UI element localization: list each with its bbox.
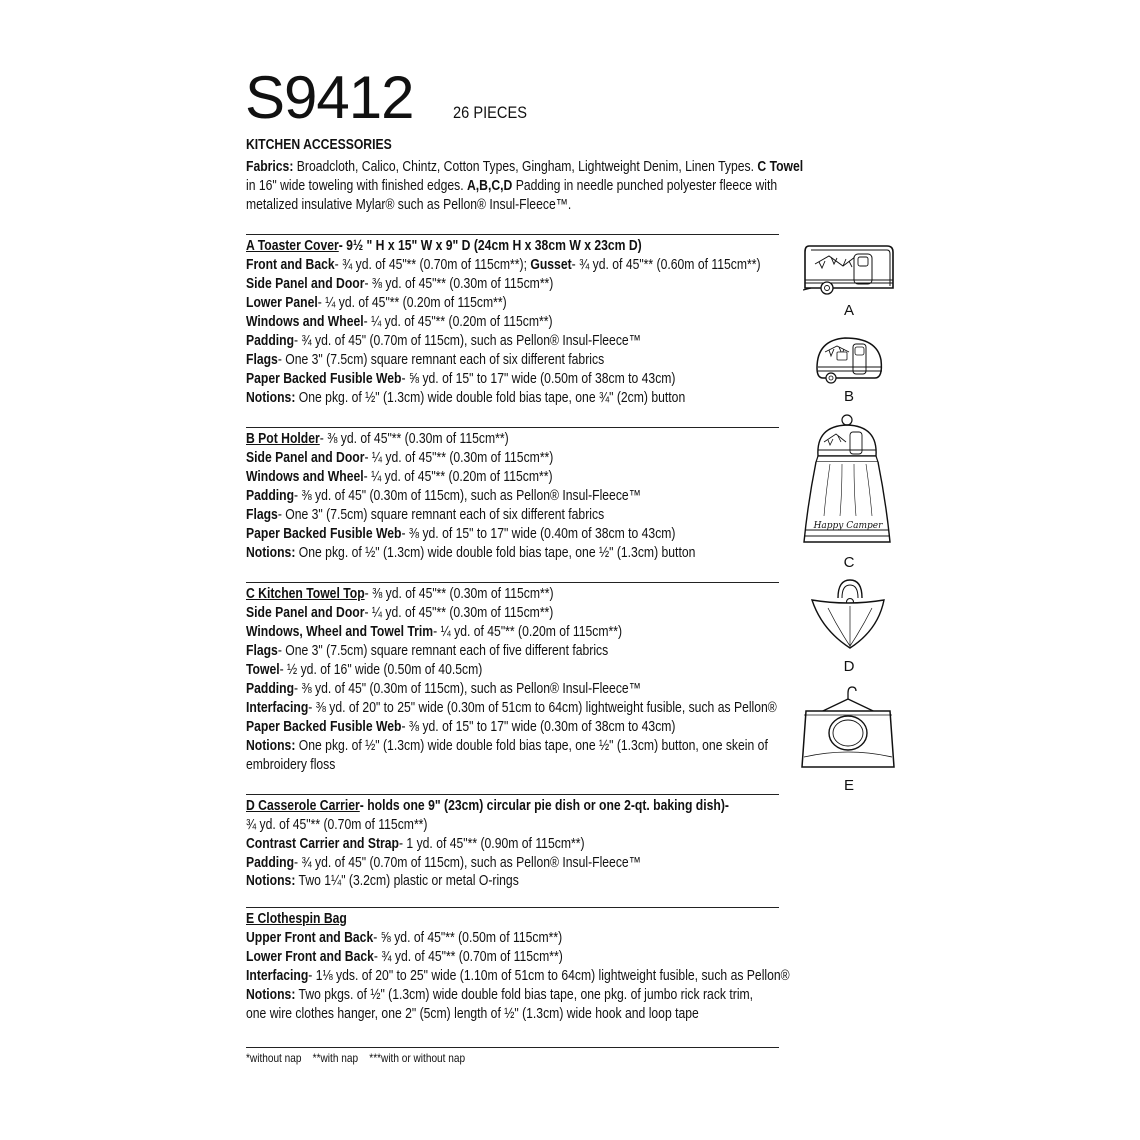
kitchen-towel-illustration	[802, 412, 894, 554]
figure-a-label: A	[843, 302, 854, 319]
row-text: - 1⅛ yds. of 20" to 25" wide (1.10m of 51cm to 64cm) lightweight fusible, such as Pellon®	[308, 968, 790, 984]
footnote-text: *without nap **with nap ***with or without nap	[246, 1051, 466, 1065]
row-text: - ⅜ yd. of 45"** (0.30m of 115cm**)	[319, 431, 509, 447]
divider-footnote	[246, 1047, 779, 1048]
intro-towel-text: in 16" wide toweling with finished edges.	[246, 178, 467, 194]
footnote	[246, 1049, 507, 1068]
section-c-row	[246, 661, 527, 680]
section-a-title-text: A Toaster Cover	[246, 238, 339, 254]
casserole-carrier-illustration	[808, 578, 888, 658]
intro-fabrics-label: Fabrics:	[246, 159, 294, 175]
row-text: - ⅝ yd. of 15" to 17" wide (0.50m of 38cm to 43cm)	[401, 371, 676, 387]
row-text: One pkg. of ½" (1.3cm) wide double fold bias tape, one ½" (1.3cm) button	[295, 545, 696, 561]
row-label: Interfacing	[246, 700, 309, 716]
section-b-title	[246, 430, 559, 449]
row-text: - ¼ yd. of 45"** (0.30m of 115cm**)	[364, 605, 554, 621]
figure-c-label: C	[843, 554, 855, 571]
row-text: - ⅝ yd. of 45"** (0.50m of 115cm**)	[373, 930, 563, 946]
intro-line-1	[246, 158, 909, 177]
row-text: - ⅜ yd. of 45"** (0.30m of 115cm**)	[364, 586, 554, 602]
section-a-row	[246, 294, 556, 313]
divider-b	[246, 427, 779, 428]
row-label: Notions:	[246, 987, 296, 1003]
figure-e-label: E	[843, 777, 854, 794]
row-label: Notions:	[246, 390, 296, 406]
divider-a	[246, 234, 779, 235]
pot-holder-illustration	[815, 334, 885, 386]
row-text: one wire clothes hanger, one 2" (5cm) length of ½" (1.3cm) wide hook and loop tape	[246, 1006, 699, 1022]
row-text: - ⅜ yd. of 20" to 25" wide (0.30m of 51cm to 64cm) lightweight fusible, such as Pellon®	[308, 700, 777, 716]
row-text: - ¾ yd. of 45"** (0.70m of 115cm**)	[373, 949, 563, 965]
row-label: Side Panel and Door	[246, 276, 365, 292]
section-e-row	[246, 1005, 785, 1024]
row-label: Lower Panel	[246, 295, 318, 311]
section-b-row	[246, 544, 781, 563]
section-c-title	[246, 585, 612, 604]
section-d-title-text: D Casserole Carrier	[246, 798, 360, 814]
row-text: - ⅜ yd. of 15" to 17" wide (0.40m of 38cm to 43cm)	[401, 526, 676, 542]
section-a-row	[246, 313, 611, 332]
category-heading	[246, 136, 419, 155]
section-a-row	[246, 389, 769, 408]
row-text: embroidery floss	[246, 757, 336, 773]
section-b-row	[246, 449, 612, 468]
row-text: - ½ yd. of 16" wide (0.50m of 40.5cm)	[279, 662, 483, 678]
row-label: Side Panel and Door	[246, 450, 365, 466]
section-d-row	[246, 835, 649, 854]
clothespin-bag-illustration	[800, 685, 896, 775]
row-text: Two 1¼" (3.2cm) plastic or metal O-rings	[295, 873, 519, 889]
intro-views-label: A,B,C,D	[466, 178, 513, 194]
divider-c	[246, 582, 779, 583]
row-label: Lower Front and Back	[246, 949, 374, 965]
pattern-number: S9412	[245, 64, 414, 131]
row-label: Flags	[246, 507, 278, 523]
row-label: Padding	[246, 488, 295, 504]
row-label: Notions:	[246, 873, 296, 889]
row-text: - ¾ yd. of 45"** (0.70m of 115cm**);	[334, 257, 531, 273]
section-b-row	[246, 487, 716, 506]
row-text: - ¼ yd. of 45"** (0.20m of 115cm**)	[317, 295, 507, 311]
section-d-title	[246, 797, 821, 816]
row-text: - ¼ yd. of 45"** (0.20m of 115cm**)	[433, 624, 623, 640]
section-d-description: - holds one 9" (23cm) circular pie dish or one 2-qt. baking dish)-	[359, 798, 729, 814]
row-text: - ⅜ yd. of 45"** (0.30m of 115cm**)	[364, 276, 554, 292]
intro-fabrics-text: Broadcloth, Calico, Chintz, Cotton Types, Gingham, Lightweight Denim, Linen Types.	[293, 159, 758, 175]
section-c-row	[246, 623, 694, 642]
row-label: Upper Front and Back	[246, 930, 374, 946]
divider-e	[246, 907, 779, 908]
divider-d	[246, 794, 779, 795]
section-d-row	[246, 872, 571, 891]
row-text: ¾ yd. of 45"** (0.70m of 115cm**)	[246, 817, 428, 833]
section-c-row	[246, 680, 716, 699]
row-label: Padding	[246, 333, 295, 349]
intro-towel-label: C Towel	[757, 159, 804, 175]
section-a-title	[246, 237, 717, 256]
section-a-dimensions: - 9½ " H x 15" W x 9" D (24cm H x 38cm W x 23cm D)	[338, 238, 642, 254]
row-text: One pkg. of ½" (1.3cm) wide double fold bias tape, one ¾" (2cm) button	[295, 390, 686, 406]
section-e-title-text: E Clothespin Bag	[246, 911, 347, 927]
category-text: KITCHEN ACCESSORIES	[246, 137, 392, 153]
happy-camper-embroidery: Happy Camper	[813, 521, 883, 531]
row-text: - One 3" (7.5cm) square remnant each of six different fabrics	[277, 352, 605, 368]
section-b-row	[246, 468, 611, 487]
section-c-row	[246, 604, 612, 623]
row-text: - ⅜ yd. of 15" to 17" wide (0.30m of 38cm to 43cm)	[401, 719, 676, 735]
toaster-cover-illustration	[803, 242, 895, 300]
row-label: Front and Back	[246, 257, 335, 273]
row-label: Flags	[246, 352, 278, 368]
section-d-row	[246, 816, 462, 835]
intro-mylar-text: metalized insulative Mylar® such as Pellon® Insul-Fleece™.	[246, 197, 572, 213]
section-a-row	[246, 275, 612, 294]
row-label: Padding	[246, 855, 295, 871]
section-c-row	[246, 642, 677, 661]
row-label: Paper Backed Fusible Web	[246, 526, 402, 542]
section-b-title-text: B Pot Holder	[246, 431, 320, 447]
section-a-row	[246, 370, 757, 389]
row-label: Windows, Wheel and Towel Trim	[246, 624, 434, 640]
row-label: Flags	[246, 643, 278, 659]
row-label: Contrast Carrier and Strap	[246, 836, 399, 852]
section-a-row	[246, 351, 672, 370]
section-e-row	[246, 967, 893, 986]
row-text: - ¾ yd. of 45"** (0.60m of 115cm**)	[571, 257, 761, 273]
row-text: - ¾ yd. of 45" (0.70m of 115cm), such as Pellon® Insul-Fleece™	[294, 333, 641, 349]
row-text: Two pkgs. of ½" (1.3cm) wide double fold bias tape, one pkg. of jumbo rick rack trim,	[295, 987, 754, 1003]
row-label: Paper Backed Fusible Web	[246, 719, 402, 735]
row-label: Windows and Wheel	[246, 314, 364, 330]
row-label: Notions:	[246, 545, 296, 561]
figure-d-label: D	[843, 658, 855, 675]
section-c-row	[246, 699, 878, 718]
section-e-title	[246, 910, 366, 929]
row-text: - ⅜ yd. of 45" (0.30m of 115cm), such as Pellon® Insul-Fleece™	[294, 488, 641, 504]
row-label: Windows and Wheel	[246, 469, 364, 485]
section-e-row	[246, 929, 622, 948]
section-c-row	[246, 756, 352, 775]
row-text: - One 3" (7.5cm) square remnant each of six different fabrics	[277, 507, 605, 523]
row-text: - ⅜ yd. of 45" (0.30m of 115cm), such as Pellon® Insul-Fleece™	[294, 681, 641, 697]
row-text: - One 3" (7.5cm) square remnant each of five different fabrics	[277, 643, 609, 659]
section-c-row	[246, 718, 757, 737]
section-c-row	[246, 737, 867, 756]
row-text: - ¼ yd. of 45"** (0.20m of 115cm**)	[363, 314, 553, 330]
row-label: Padding	[246, 681, 295, 697]
section-b-row	[246, 525, 757, 544]
section-c-title-text: C Kitchen Towel Top	[246, 586, 365, 602]
row-label: Notions:	[246, 738, 296, 754]
row-text: - ¼ yd. of 45"** (0.20m of 115cm**)	[363, 469, 553, 485]
row-label: Gusset	[530, 257, 572, 273]
row-label: Towel	[246, 662, 280, 678]
intro-padding-text: Padding in needle punched polyester fleece with	[512, 178, 778, 194]
row-text: One pkg. of ½" (1.3cm) wide double fold bias tape, one ½" (1.3cm) button, one skein of	[295, 738, 768, 754]
intro-line-2	[246, 177, 878, 196]
section-a-row	[246, 332, 716, 351]
intro-line-3	[246, 196, 633, 215]
row-label: Side Panel and Door	[246, 605, 365, 621]
section-a-row	[246, 256, 859, 275]
section-d-row	[246, 854, 716, 873]
row-text: - ¾ yd. of 45" (0.70m of 115cm), such as Pellon® Insul-Fleece™	[294, 855, 641, 871]
row-label: Interfacing	[246, 968, 309, 984]
row-label: Paper Backed Fusible Web	[246, 371, 402, 387]
row-text: - ¼ yd. of 45"** (0.30m of 115cm**)	[364, 450, 554, 466]
figure-b-label: B	[843, 388, 854, 405]
section-e-row	[246, 986, 850, 1005]
section-e-row	[246, 948, 623, 967]
row-text: - 1 yd. of 45"** (0.90m of 115cm**)	[398, 836, 585, 852]
section-b-row	[246, 506, 672, 525]
piece-count: 26 PIECES	[453, 103, 527, 122]
